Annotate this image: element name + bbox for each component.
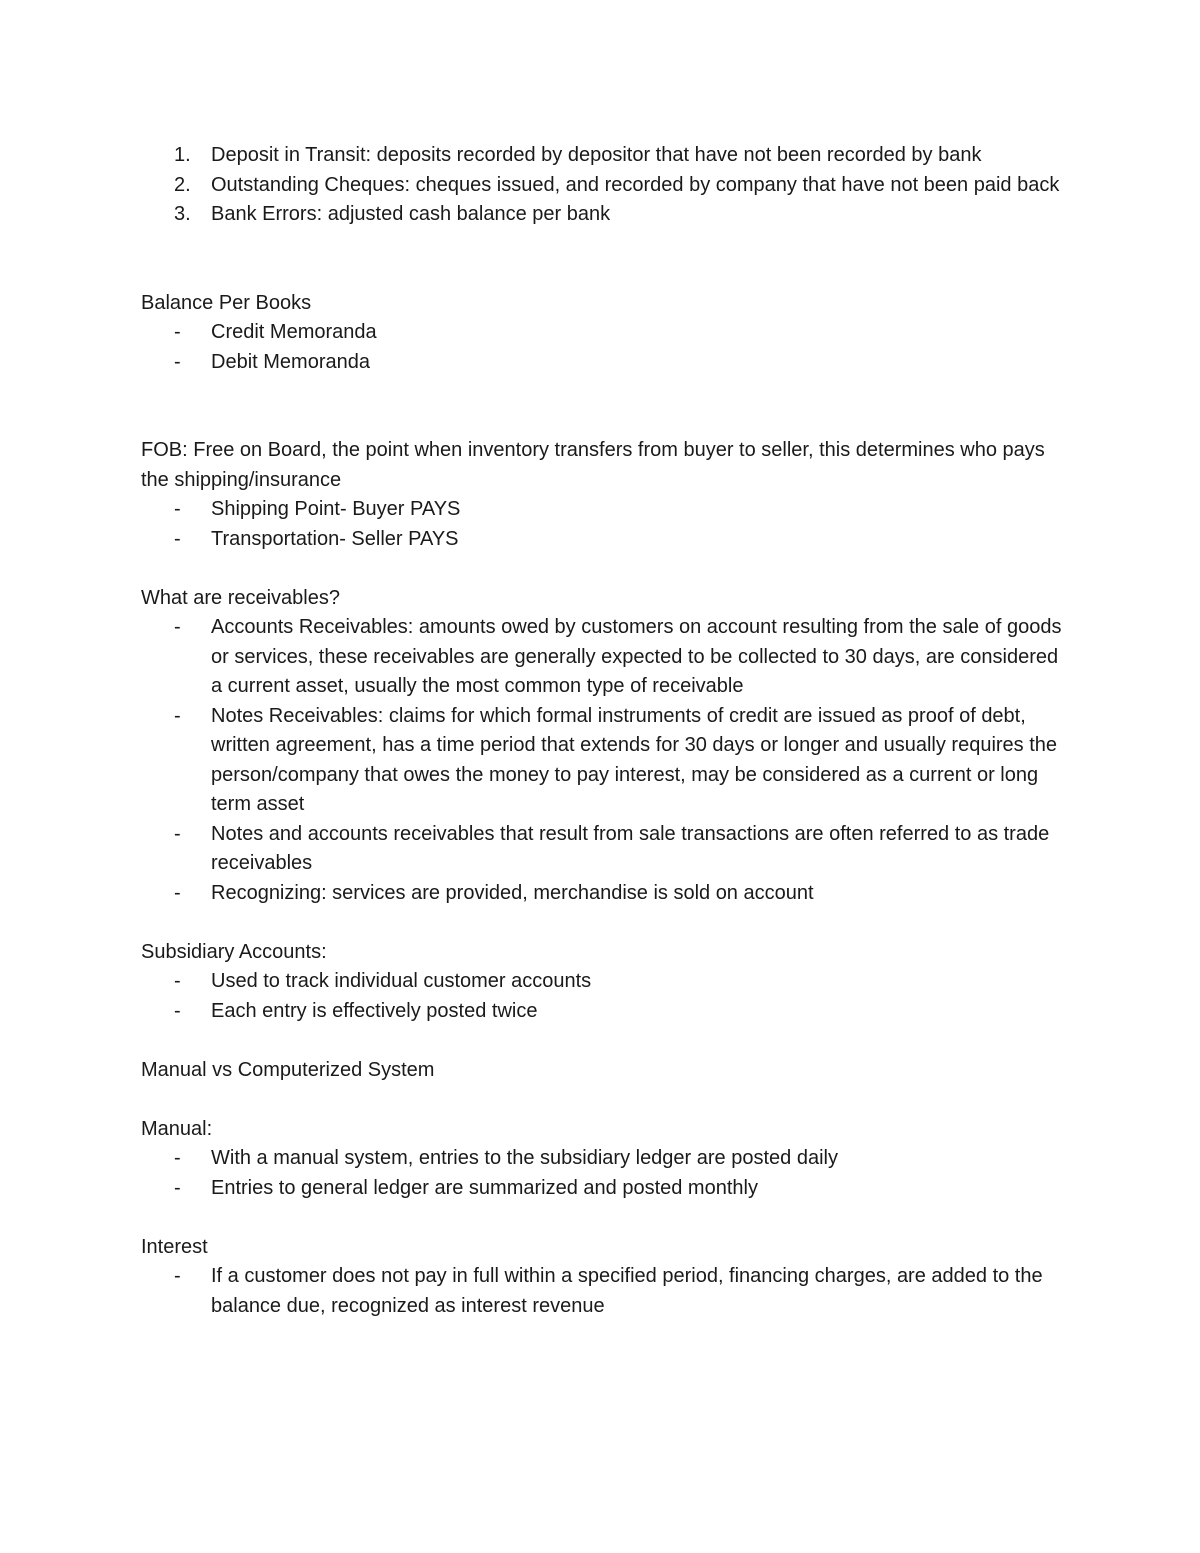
list-item-text: Entries to general ledger are summarized and posted monthly <box>211 1176 758 1199</box>
list-item-text: Transportation- Seller PAYS <box>211 527 459 550</box>
section-heading-manual: Manual: <box>141 1117 213 1140</box>
bullet-dash: - <box>174 321 181 343</box>
bullet-dash: - <box>174 704 181 727</box>
interest-list <box>141 1262 1071 1321</box>
section-heading-fob: FOB: Free on Board, the point when inventory transfers from buyer to seller, this determines who pays the shipping/insurance <box>141 439 1045 491</box>
list-item <box>141 171 1071 201</box>
bullet-dash: - <box>174 616 181 638</box>
blank-space <box>141 1203 1071 1233</box>
list-number: 2. <box>174 173 191 196</box>
bullet-dash: - <box>174 1265 181 1287</box>
list-item-text: Outstanding Cheques: cheques issued, and recorded by company that have not been paid back <box>211 173 1060 196</box>
blank-space <box>141 230 1071 289</box>
list-item-text: Each entry is effectively posted twice <box>211 999 538 1022</box>
list-item-text: If a customer does not pay in full within a specified period, financing charges, are added to the balance due, recognized as interest revenue <box>211 1265 1043 1317</box>
list-item <box>141 820 1071 879</box>
receivables-list <box>141 613 1071 908</box>
blank-space <box>141 554 1071 584</box>
section-heading-balance-per-books: Balance Per Books <box>141 291 312 314</box>
list-item <box>141 141 1071 171</box>
list-item <box>141 879 1071 909</box>
list-item-text: Accounts Receivables: amounts owed by customers on account resulting from the sale of goods or services, these receivables are generally expected to be collected to 30 days, are considered a current asset, usually the most common type of receivable <box>211 616 1062 697</box>
blank-space <box>141 1026 1071 1056</box>
list-item-text: Notes Receivables: claims for which formal instruments of credit are issued as proof of debt, written agreement, has a time period that extends for 30 days or longer and usually requires the person/company that owes the money to pay interest, may be considered as a current or long term asset <box>211 704 1058 815</box>
section-heading-receivables: What are receivables? <box>141 586 340 609</box>
numbered-list <box>141 141 1071 230</box>
list-item-text: Recognizing: services are provided, merchandise is sold on account <box>211 881 814 904</box>
list-item-text: Debit Memoranda <box>211 350 370 373</box>
section-heading-interest: Interest <box>141 1235 208 1258</box>
document-body <box>141 141 1071 1321</box>
bullet-dash: - <box>174 527 181 550</box>
list-item <box>141 1174 1071 1204</box>
list-item-text: Notes and accounts receivables that result from sale transactions are often referred to as trade receivables <box>211 822 1050 874</box>
bullet-dash: - <box>174 1176 181 1199</box>
section-heading-subsidiary: Subsidiary Accounts: <box>141 940 327 963</box>
list-item <box>141 1144 1071 1174</box>
subsidiary-list <box>141 967 1071 1026</box>
list-number: 1. <box>174 144 191 166</box>
blank-space <box>141 377 1071 436</box>
bullet-dash: - <box>174 881 181 904</box>
list-item <box>141 613 1071 702</box>
bullet-dash: - <box>174 1147 181 1169</box>
list-number: 3. <box>174 203 191 225</box>
section-heading-manual-vs-computerized: Manual vs Computerized System <box>141 1058 435 1081</box>
list-item-text: Credit Memoranda <box>211 321 377 343</box>
list-item <box>141 495 1071 525</box>
bullet-dash: - <box>174 970 181 992</box>
blank-space <box>141 908 1071 938</box>
list-item <box>141 348 1071 378</box>
list-item <box>141 200 1071 230</box>
list-item <box>141 1262 1071 1321</box>
fob-list <box>141 495 1071 554</box>
balance-per-books-list <box>141 318 1071 377</box>
bullet-dash: - <box>174 498 181 520</box>
blank-space <box>141 1085 1071 1115</box>
list-item-text: With a manual system, entries to the subsidiary ledger are posted daily <box>211 1147 838 1169</box>
bullet-dash: - <box>174 350 181 373</box>
bullet-dash: - <box>174 999 181 1022</box>
list-item-text: Bank Errors: adjusted cash balance per bank <box>211 203 611 225</box>
list-item <box>141 967 1071 997</box>
list-item-text: Used to track individual customer accounts <box>211 970 592 992</box>
list-item <box>141 997 1071 1027</box>
manual-list <box>141 1144 1071 1203</box>
list-item <box>141 318 1071 348</box>
list-item <box>141 702 1071 820</box>
list-item <box>141 525 1071 555</box>
bullet-dash: - <box>174 822 181 845</box>
list-item-text: Shipping Point- Buyer PAYS <box>211 498 461 520</box>
list-item-text: Deposit in Transit: deposits recorded by depositor that have not been recorded by bank <box>211 144 982 166</box>
